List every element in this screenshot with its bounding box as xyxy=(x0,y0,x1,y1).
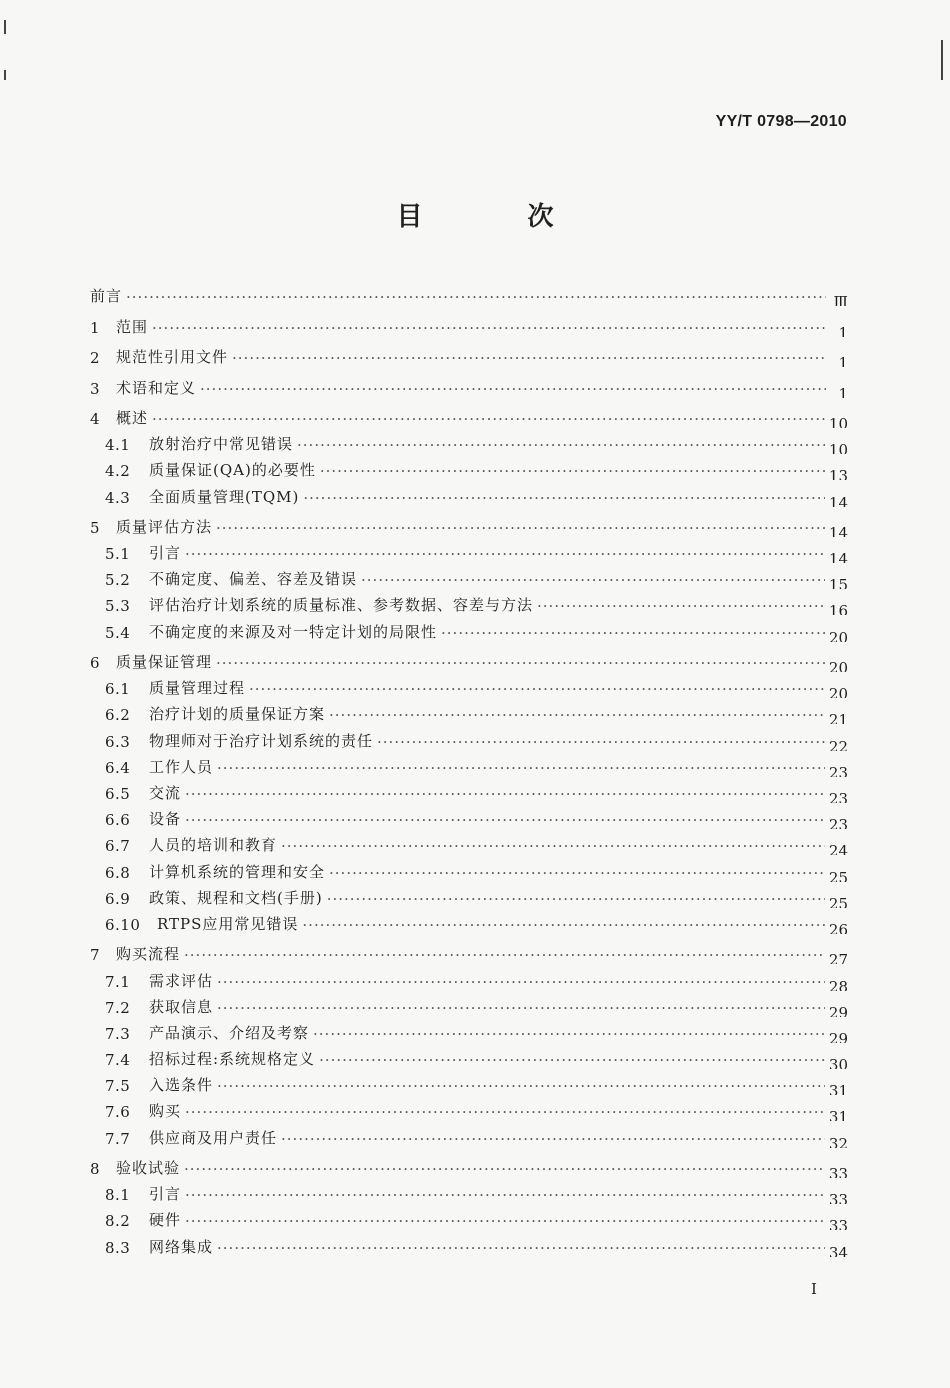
toc-entry-title: 入选条件 xyxy=(149,1076,214,1095)
toc-entry-number: 5.2 xyxy=(105,571,131,590)
toc-entry-title: 计算机系统的管理和安全 xyxy=(149,862,326,881)
toc-entry xyxy=(90,589,848,615)
toc-entry-page: 25 xyxy=(828,894,848,908)
toc-entry-number: 7.4 xyxy=(105,1051,131,1070)
toc-entry-title: 质量管理过程 xyxy=(149,679,246,698)
toc-entry-page: 33 xyxy=(828,1191,848,1205)
toc-entry-number: 6.3 xyxy=(105,732,131,751)
dot-leader xyxy=(152,319,826,337)
toc-entry xyxy=(90,1148,848,1178)
toc-entry-title: 需求评估 xyxy=(149,971,214,990)
toc-entry-title: 购买 xyxy=(149,1102,182,1121)
dot-leader xyxy=(185,545,825,563)
toc-entry xyxy=(90,777,848,803)
dot-leader xyxy=(320,462,825,480)
dot-leader xyxy=(185,1103,825,1121)
dot-leader xyxy=(185,811,825,829)
toc-entry xyxy=(90,306,848,336)
toc-entry xyxy=(90,855,848,881)
toc-entry xyxy=(90,563,848,589)
toc-entry-title: 政策、规程和文档(手册) xyxy=(149,888,323,907)
toc-entry-number: 5.1 xyxy=(105,545,131,564)
toc-entry-number: 7.7 xyxy=(105,1129,131,1148)
toc-entry-number: 5 xyxy=(90,518,101,537)
toc-entry xyxy=(90,724,848,750)
toc-entry-number: 6.9 xyxy=(105,889,131,908)
toc-entry xyxy=(90,934,848,964)
dot-leader xyxy=(216,654,825,672)
toc-entry-title: 设备 xyxy=(149,810,182,829)
toc-entry-title: 硬件 xyxy=(149,1211,182,1230)
dot-leader xyxy=(217,1239,825,1257)
toc-entry-page: 23 xyxy=(828,763,848,777)
dot-leader xyxy=(184,1160,825,1178)
dot-leader xyxy=(537,597,825,615)
toc-entry xyxy=(90,1121,848,1147)
toc-entry-page: 24 xyxy=(828,842,848,856)
toc-entry xyxy=(90,428,848,454)
toc-entry-page: 31 xyxy=(828,1108,848,1122)
toc-entry-number: 6.2 xyxy=(105,706,131,725)
standard-code: YY/T 0798—2010 xyxy=(715,113,847,130)
toc-entry-title: 工作人员 xyxy=(149,757,214,776)
toc-entry-page: 25 xyxy=(828,868,848,882)
toc-entry-page: 21 xyxy=(828,711,848,725)
toc-entry-page: 14 xyxy=(828,523,848,537)
toc-entry-title: 质量评估方法 xyxy=(116,517,213,536)
toc-entry-title: 规范性引用文件 xyxy=(116,348,229,367)
toc-entry-title: 验收试验 xyxy=(116,1159,181,1178)
dot-leader xyxy=(361,571,825,589)
dot-leader xyxy=(217,759,825,777)
dot-leader xyxy=(232,349,826,367)
toc-entry xyxy=(90,454,848,480)
toc-entry-title: 人员的培训和教育 xyxy=(149,836,278,855)
toc-entry-number: 2 xyxy=(90,349,101,368)
toc-entry xyxy=(90,1178,848,1204)
toc-entry-number: 4 xyxy=(90,409,101,428)
dot-leader xyxy=(441,624,825,642)
toc-entry-number: 6.5 xyxy=(105,784,131,803)
dot-leader xyxy=(329,706,825,724)
dot-leader xyxy=(297,436,825,454)
dot-leader xyxy=(302,916,825,934)
toc-entry-number: 6.6 xyxy=(105,811,131,830)
toc-entry-number: 5.3 xyxy=(105,597,131,616)
toc-entry xyxy=(90,991,848,1017)
toc-entry-page: 14 xyxy=(828,550,848,564)
toc-entry-page: 33 xyxy=(828,1217,848,1231)
toc-entry xyxy=(90,337,848,367)
toc-entry xyxy=(90,698,848,724)
toc-entry xyxy=(90,751,848,777)
dot-leader xyxy=(281,1130,825,1148)
toc-entry-title: 质量保证(QA)的必要性 xyxy=(149,461,316,480)
toc-entry-page: 31 xyxy=(828,1082,848,1096)
toc-entry xyxy=(90,908,848,934)
toc-entry-number: 3 xyxy=(90,379,101,398)
dot-leader xyxy=(217,999,825,1017)
toc-entry-page: 34 xyxy=(828,1243,848,1257)
toc-entry-number: 6.10 xyxy=(105,915,141,934)
scan-mark xyxy=(941,40,943,80)
toc-entry-number: 4.1 xyxy=(105,436,131,455)
toc-entry-title: 全面质量管理(TQM) xyxy=(149,487,300,506)
toc-entry-page: 30 xyxy=(828,1056,848,1070)
dot-leader xyxy=(281,837,825,855)
dot-leader xyxy=(152,410,825,428)
scan-mark xyxy=(4,70,6,80)
toc-entry xyxy=(90,964,848,990)
toc-entry xyxy=(90,829,848,855)
toc-entry-page: 23 xyxy=(828,789,848,803)
toc-entry-title: 产品演示、介绍及考察 xyxy=(149,1023,310,1042)
toc-entry-number: 7.1 xyxy=(105,972,131,991)
toc-entry xyxy=(90,276,848,306)
toc-entry-page: 20 xyxy=(828,659,848,673)
toc-entry xyxy=(90,507,848,537)
toc-entry-page: 1 xyxy=(838,323,848,337)
toc-entry-page: 22 xyxy=(828,737,848,751)
dot-leader xyxy=(217,973,825,991)
dot-leader xyxy=(303,489,825,507)
toc-entry-number: 6.1 xyxy=(105,680,131,699)
toc-entry xyxy=(90,1043,848,1069)
toc-entry-number: 6.8 xyxy=(105,863,131,882)
page-title: 目 次 xyxy=(396,202,602,232)
toc-entry-number: 8 xyxy=(90,1160,101,1179)
toc-entry-page: 32 xyxy=(828,1134,848,1148)
toc-entry-number: 7.3 xyxy=(105,1024,131,1043)
toc-entry-title: 不确定度、偏差、容差及错误 xyxy=(149,570,358,589)
dot-leader xyxy=(200,380,826,398)
scan-mark xyxy=(4,20,6,34)
toc-entry xyxy=(90,537,848,563)
dot-leader xyxy=(329,864,825,882)
toc-entry-title: 物理师对于治疗计划系统的责任 xyxy=(149,731,374,750)
toc-entry xyxy=(90,1095,848,1121)
toc-entry-number: 6.7 xyxy=(105,837,131,856)
toc-entry-title: 治疗计划的质量保证方案 xyxy=(149,705,326,724)
toc-entry-title: 购买流程 xyxy=(116,945,181,964)
dot-leader xyxy=(184,946,825,964)
toc-entry-page: 27 xyxy=(828,951,848,965)
toc-entry-title: 不确定度的来源及对一特定计划的局限性 xyxy=(149,622,438,641)
toc-entry-title: 术语和定义 xyxy=(116,378,197,397)
toc-entry-page: Ⅲ xyxy=(833,293,848,307)
toc-entry-page: 28 xyxy=(828,977,848,991)
toc-entry-page: 10 xyxy=(828,441,848,455)
toc-entry-title: 交流 xyxy=(149,783,182,802)
toc-entry-page: 23 xyxy=(828,816,848,830)
toc-entry-number: 4.3 xyxy=(105,488,131,507)
dot-leader xyxy=(313,1025,825,1043)
toc-entry-title: 评估治疗计划系统的质量标准、参考数据、容差与方法 xyxy=(149,596,534,615)
toc-entry-number: 7 xyxy=(90,946,101,965)
dot-leader xyxy=(185,1186,825,1204)
toc-entry xyxy=(90,672,848,698)
toc-entry xyxy=(90,882,848,908)
toc-entry-page: 1 xyxy=(838,354,848,368)
toc-entry-title: 供应商及用户责任 xyxy=(149,1128,278,1147)
toc-entry-title: 获取信息 xyxy=(149,997,214,1016)
toc-entry-title: 概述 xyxy=(116,408,149,427)
dot-leader xyxy=(377,733,825,751)
toc-entry-number: 7.6 xyxy=(105,1103,131,1122)
toc-entry xyxy=(90,1017,848,1043)
toc-entry-page: 29 xyxy=(828,1029,848,1043)
toc-entry-page: 13 xyxy=(828,467,848,481)
dot-leader xyxy=(185,785,825,803)
toc-entry-title: 引言 xyxy=(149,544,182,563)
toc-entry-number: 7.2 xyxy=(105,998,131,1017)
toc-entry-page: 26 xyxy=(828,920,848,934)
toc-entry xyxy=(90,642,848,672)
toc-entry-page: 1 xyxy=(838,384,848,398)
toc-entry xyxy=(90,1069,848,1095)
toc-entry-number: 5.4 xyxy=(105,623,131,642)
toc-entry-title: 招标过程:系统规格定义 xyxy=(149,1050,316,1069)
dot-leader xyxy=(185,1212,825,1230)
toc-entry-title: 网络集成 xyxy=(149,1237,214,1256)
dot-leader xyxy=(216,519,825,537)
toc-entry-number: 8.3 xyxy=(105,1238,131,1257)
toc-entry xyxy=(90,615,848,641)
toc-entry-number: 6 xyxy=(90,654,101,673)
toc-entry-page: 33 xyxy=(828,1165,848,1179)
toc-entry-number: 1 xyxy=(90,318,101,337)
toc-entry-page: 29 xyxy=(828,1003,848,1017)
toc-entry xyxy=(90,398,848,428)
toc-entry-page: 10 xyxy=(828,414,848,428)
toc-entry-title: 前言 xyxy=(90,287,123,306)
toc-entry-page: 16 xyxy=(828,602,848,616)
toc-entry xyxy=(90,1204,848,1230)
toc-entry xyxy=(90,803,848,829)
toc-entry-number: 8.2 xyxy=(105,1212,131,1231)
toc-entry-title: 质量保证管理 xyxy=(116,653,213,672)
table-of-contents xyxy=(90,276,848,1257)
toc-entry-title: 范围 xyxy=(116,317,149,336)
dot-leader xyxy=(319,1051,825,1069)
dot-leader xyxy=(249,680,825,698)
toc-entry-page: 20 xyxy=(828,628,848,642)
toc-entry-number: 7.5 xyxy=(105,1077,131,1096)
toc-entry-page: 20 xyxy=(828,685,848,699)
page-number: I xyxy=(811,1280,817,1298)
dot-leader xyxy=(126,288,826,306)
toc-entry-page: 14 xyxy=(828,493,848,507)
toc-entry xyxy=(90,480,848,506)
toc-entry-title: RTPS应用常见错误 xyxy=(157,914,299,933)
toc-entry xyxy=(90,1230,848,1256)
toc-entry xyxy=(90,367,848,397)
toc-entry-page: 15 xyxy=(828,576,848,590)
dot-leader xyxy=(217,1077,825,1095)
toc-entry-title: 放射治疗中常见错误 xyxy=(149,435,294,454)
toc-entry-number: 6.4 xyxy=(105,758,131,777)
dot-leader xyxy=(327,890,825,908)
toc-entry-title: 引言 xyxy=(149,1185,182,1204)
toc-entry-number: 4.2 xyxy=(105,462,131,481)
toc-entry-number: 8.1 xyxy=(105,1186,131,1205)
